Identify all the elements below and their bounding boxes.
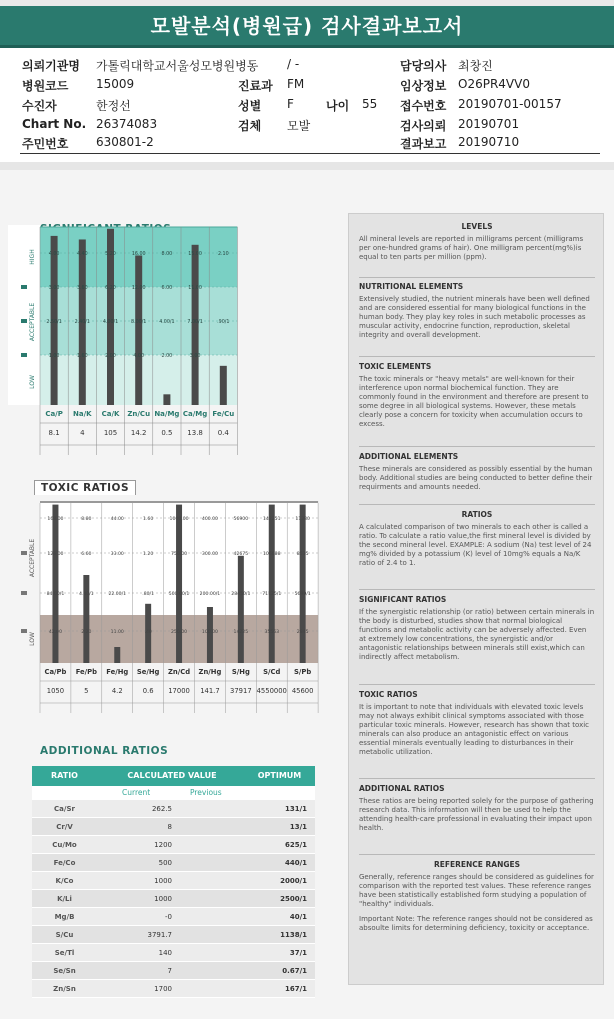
header-label: 접수번호 — [400, 99, 447, 113]
ratio-value: 5 — [84, 687, 89, 695]
table-cell-current: 1000 — [154, 895, 172, 903]
ratio-value: 45600 — [291, 687, 314, 695]
tick-label: 168.00 — [47, 517, 64, 522]
tick-label: 1.20 — [143, 552, 154, 557]
table-row — [32, 800, 315, 818]
tick-label: 142251 — [262, 517, 281, 522]
zone-label: ACCEPTABLE — [29, 302, 36, 342]
range-marker — [21, 319, 27, 323]
tick-label: 126.00 — [47, 552, 64, 557]
tick-label: 4.00 — [133, 354, 145, 359]
column-label: Ca/Pb — [44, 668, 67, 676]
notes-panel — [348, 213, 604, 985]
tick-label: 44.00 — [110, 517, 124, 522]
tick-label: .80/1 — [142, 592, 155, 597]
tick-label: 4.00/1 — [102, 320, 119, 325]
header-label: 주민번호 — [22, 137, 69, 151]
header-label: 진료과 — [238, 79, 273, 93]
table-cell-ratio: Ca/Sr — [54, 805, 75, 813]
tick-label: 2845 — [296, 630, 309, 635]
tick-label: 15.00 — [188, 252, 202, 257]
table-header — [32, 766, 315, 786]
significant-notes-text: If the synergistic relationship (or ratio) between certain minerals in the body is disturbed, studies show that normal biological functions and metabolic activity can be adversely affected. Even at extremely low concentrations, the synergistic and/or antagonistic relationships between minerals still exist,which can indirectly affect metabolism. — [359, 608, 595, 661]
table-cell-ratio: Mg/B — [54, 913, 75, 921]
additional-elements-text: These minerals are considered as possibly essential by the human body. Additional studies are being conducted to better define their requirments and amounts needed. — [359, 465, 593, 491]
header-label: 나이 — [326, 99, 350, 113]
divider — [359, 589, 595, 590]
toxic-ratios-title: TOXIC RATIOS — [34, 480, 136, 495]
ratio-bar — [300, 505, 306, 663]
tick-label: 1.00 — [48, 354, 60, 359]
table-cell-ratio: Zn/Sn — [53, 985, 76, 993]
header-label: 결과보고 — [400, 137, 447, 151]
report-title-bar — [0, 0, 614, 48]
header-label: 성별 — [238, 99, 262, 113]
table-cell-optimum: 440/1 — [284, 859, 307, 867]
tick-label: 400.00 — [201, 517, 218, 522]
tick-label: 28450/1 — [231, 592, 251, 597]
report-body — [0, 170, 614, 1019]
range-marker — [21, 353, 27, 357]
table-row — [32, 890, 315, 908]
tick-label: 42675 — [233, 552, 249, 557]
tick-label: 5690/1 — [294, 592, 311, 597]
ratio-value: 4550000 — [256, 687, 287, 695]
tick-label: 200.00/1 — [199, 592, 221, 597]
column-subheader: Previous — [190, 788, 222, 797]
table-row — [32, 962, 315, 980]
header-value: 26374083 — [96, 117, 158, 131]
table-cell-current: 8 — [167, 823, 172, 831]
tick-label: 11380 — [295, 517, 310, 522]
reference-note: Important Note: The reference ranges should not be considered as absoulte limits for determining deficiency, toxicity or acceptance. — [359, 915, 593, 932]
ratio-value: 14.2 — [130, 429, 147, 437]
tick-label: 8.00 — [161, 252, 173, 257]
ratio-bar — [176, 505, 182, 663]
divider — [359, 504, 595, 505]
tick-label: 106688 — [262, 552, 281, 557]
tick-label: .90/1 — [217, 320, 230, 325]
ratio-value: 1050 — [46, 687, 65, 695]
toxic-notes-text: It is important to note that individuals with elevated toxic levels may not always exhibit clinical symptoms associated with those particular toxic minerals. However, research has shown that toxic minerals can also produce an antagonistic effect on various essential minerals eventually leading to disturbances in their metabolic utilization. — [359, 703, 590, 756]
table-row — [32, 944, 315, 962]
column-label: Ca/P — [45, 410, 63, 418]
toxic-elements-text: The toxic minerals or "heavy metals" are well-known for their interference upon normal biochemical function. They are commonly found in the environment and therefore are present to some degree in all biological systems. However, these metals clearly pose a concern for toxicity when accumulation occurs to excess. — [359, 375, 589, 428]
range-marker — [21, 285, 27, 289]
header-value: FM — [287, 77, 305, 91]
additional-notes-block — [359, 784, 595, 833]
header-value: 가톨릭대학교서울성모병원병동 — [96, 59, 259, 73]
tick-label: 8.80 — [81, 517, 92, 522]
column-label: Ca/Mg — [182, 410, 208, 418]
tick-label: 6.00 — [161, 286, 173, 291]
tick-label: 14225 — [233, 630, 249, 635]
ratio-value: 141.7 — [200, 687, 220, 695]
table-cell-current: 3791.7 — [147, 931, 172, 939]
table-cell-optimum: 2000/1 — [280, 877, 307, 885]
range-marker — [21, 591, 27, 595]
tick-label: 300.00 — [201, 552, 218, 557]
header-value: / - — [287, 57, 300, 71]
column-header: CALCULATED VALUE — [127, 771, 217, 780]
table-cell-optimum: 2500/1 — [280, 895, 307, 903]
table-cell-optimum: 13/1 — [289, 823, 307, 831]
table-row — [32, 818, 315, 836]
header-value: 한정선 — [96, 99, 131, 113]
tick-label: 5.20 — [105, 252, 116, 257]
tick-label: 56900 — [233, 517, 249, 522]
header-value: 20190701-00157 — [458, 97, 562, 111]
tick-label: 7.00/1 — [187, 320, 203, 325]
header-label: 의뢰기관명 — [22, 59, 80, 73]
header-label: 임상정보 — [400, 79, 447, 93]
ratio-bar — [52, 505, 58, 663]
table-cell-current: 7 — [167, 967, 172, 975]
nutritional-text: Extensively studied, the nutrient minerals have been well defined and are considered essential for many biological functions in the human body. They play key roles in such metabolic processes as muscular activity, endocrine function, reproduction, skeletal integrity and overall development. — [359, 295, 590, 339]
ratio-value: 37917 — [230, 687, 252, 695]
tick-label: 4.00/1 — [159, 320, 175, 325]
significant-ratios-chart — [8, 217, 338, 473]
ratio-value: 105 — [103, 429, 118, 437]
column-label: Fe/Cu — [212, 410, 235, 418]
toxic-notes-heading: TOXIC RATIOS — [359, 690, 418, 699]
nutritional-block — [359, 282, 595, 340]
range-marker — [21, 551, 27, 555]
header-label: 병원코드 — [22, 79, 69, 93]
tick-label: 1.60 — [76, 354, 88, 359]
table-cell-optimum: 37/1 — [289, 949, 307, 957]
ratio-bar — [163, 394, 170, 405]
ratios-block — [359, 510, 595, 568]
levels-heading: LEVELS — [461, 222, 493, 231]
header-value: 최창진 — [458, 59, 493, 73]
header-value: 15009 — [96, 77, 135, 91]
significant-notes-block — [359, 595, 595, 662]
divider — [359, 277, 595, 278]
significant-notes-heading: SIGNIFICANT RATIOS — [359, 595, 447, 604]
ratio-value: 0.4 — [217, 429, 229, 437]
ratio-value: 4.2 — [111, 687, 123, 695]
tick-label: 8535 — [296, 552, 309, 557]
table-cell-ratio: K/Li — [57, 895, 72, 903]
tick-label: 42.00 — [48, 630, 63, 635]
tick-label: 6.20 — [105, 286, 116, 291]
zone-label: ACCEPTABLE — [29, 538, 36, 578]
header-value: 20190701 — [458, 117, 520, 131]
ratio-value: 17000 — [168, 687, 190, 695]
ratio-bar — [238, 556, 244, 663]
table-cell-ratio: K/Co — [55, 877, 74, 885]
additional-notes-text: These ratios are being reported solely for the purpose of gathering research data. This information will then be used to help the attending health-care professional in evaluating their impact upon health. — [359, 797, 594, 832]
tick-label: 22.00/1 — [108, 592, 127, 597]
tick-label: 2.10 — [217, 252, 229, 257]
tick-label: 6.60 — [81, 552, 92, 557]
tick-label: 71125/1 — [262, 592, 282, 597]
header-value: O26PR4VV0 — [458, 77, 530, 91]
column-label: S/Pb — [294, 668, 312, 676]
column-subheader: Current — [122, 788, 151, 797]
toxic-elements-block — [359, 362, 595, 429]
ratio-value: 4 — [80, 429, 85, 437]
reference-block — [359, 860, 595, 933]
ratio-value: 8.1 — [48, 429, 60, 437]
tick-label: 2.20 — [81, 630, 92, 635]
additional-elements-heading: ADDITIONAL ELEMENTS — [359, 452, 459, 461]
table-cell-current: 262.5 — [151, 805, 172, 813]
header-value: 20190710 — [458, 135, 520, 149]
table-cell-current: 140 — [158, 949, 172, 957]
tick-label: 2.40/1 — [74, 320, 90, 325]
tick-label: 12.00 — [131, 286, 146, 291]
column-label: Ca/K — [101, 410, 120, 418]
zone-label: LOW — [29, 375, 36, 389]
ratio-bar — [269, 505, 275, 663]
header-label: 검사의뢰 — [400, 119, 447, 133]
table-cell-current: 1200 — [154, 841, 172, 849]
reference-heading: REFERENCE RANGES — [433, 860, 521, 869]
report-title: 모발분석(병원급) 검사결과보고서 — [150, 14, 464, 38]
table-cell-current: 500 — [158, 859, 172, 867]
tick-label: 750.00 — [171, 552, 188, 557]
table-cell-ratio: Cu/Mo — [52, 841, 77, 849]
tick-label: 4.40 — [76, 252, 88, 257]
column-header: OPTIMUM — [257, 771, 302, 780]
tick-label: 33.00 — [110, 552, 124, 557]
header-value: 630801-2 — [96, 135, 154, 149]
tick-label: 500.00/1 — [168, 592, 190, 597]
table-cell-optimum: 0.67/1 — [282, 967, 307, 975]
range-marker — [21, 629, 27, 633]
section-separator — [0, 162, 614, 170]
table-cell-ratio: Fe/Co — [53, 859, 76, 867]
header-value: 55 — [362, 97, 378, 111]
divider — [359, 778, 595, 779]
divider — [359, 684, 595, 685]
divider — [359, 446, 595, 447]
tick-label: 1.60 — [143, 517, 154, 522]
tick-label: 2.50/1 — [46, 320, 62, 325]
table-row — [32, 854, 315, 872]
tick-label: 11.00 — [110, 630, 124, 635]
header-label: Chart No. — [22, 117, 87, 131]
ratios-heading: RATIOS — [461, 510, 493, 519]
additional-elements-block — [359, 452, 595, 492]
tick-label: .40 — [144, 630, 152, 635]
table-cell-optimum: 131/1 — [284, 805, 307, 813]
table-row — [32, 926, 315, 944]
table-cell-ratio: Se/Tl — [54, 949, 75, 957]
ratios-text: A calculated comparison of two minerals to each other is called a ratio. To calculate a ratio value,the first mineral level is divided by the second mineral level. EXAMPLE: A sodium (Na) test level of 24 mg% divided by a potassium (K) level of 10mg% equals a Na/K ratio of 2.4 to 1. — [359, 523, 592, 567]
table-cell-optimum: 625/1 — [284, 841, 307, 849]
table-cell-current: 1700 — [154, 985, 172, 993]
tick-label: 250.00 — [171, 630, 188, 635]
tick-label: 11.00 — [188, 286, 202, 291]
header-label: 담당의사 — [400, 59, 447, 73]
tick-label: 100.00 — [201, 630, 218, 635]
table-cell-current: 1000 — [154, 877, 172, 885]
tick-label: 4.40/1 — [78, 592, 94, 597]
divider — [359, 356, 595, 357]
column-label: Na/K — [73, 410, 92, 418]
table-row — [32, 836, 315, 854]
tick-label: 3.00 — [48, 286, 60, 291]
ratio-value: 0.5 — [161, 429, 173, 437]
top-rule — [40, 501, 318, 503]
additional-notes-heading: ADDITIONAL RATIOS — [359, 784, 445, 793]
header-divider — [20, 153, 600, 154]
header-value: F — [287, 97, 294, 111]
additional-ratios-title: ADDITIONAL RATIOS — [40, 745, 169, 757]
table-cell-ratio: Cr/V — [56, 823, 73, 831]
ratio-value: 0.6 — [142, 687, 154, 695]
ratio-bar — [207, 607, 213, 663]
tick-label: 2.00 — [161, 354, 173, 359]
column-label: Zn/Cu — [127, 410, 151, 418]
table-row — [32, 908, 315, 926]
tick-label: 3.00 — [189, 354, 201, 359]
table-cell-ratio: S/Cu — [55, 931, 74, 939]
reference-text: Generally, reference ranges should be considered as guidelines for comparison with the reported test values. These reference ranges have been statistically established form studying a population of "healthy" individuals. — [359, 873, 594, 908]
column-label: Fe/Hg — [106, 668, 129, 676]
toxic-elements-heading: TOXIC ELEMENTS — [359, 362, 432, 371]
column-label: S/Cd — [263, 668, 281, 676]
zone-label: LOW — [29, 632, 36, 646]
header-label: 검체 — [238, 119, 262, 133]
ratio-bar — [114, 647, 120, 663]
tick-label: 35563 — [264, 630, 280, 635]
levels-text: All mineral levels are reported in milligrams percent (milligrams per one-hundred grams of hair). One milligram percent(mg%)is equal to ten parts per million (ppm). — [359, 235, 584, 261]
ratio-bar — [220, 366, 227, 405]
column-label: Zn/Cd — [167, 668, 191, 676]
column-label: Zn/Hg — [198, 668, 222, 676]
toxic-notes-block — [359, 690, 595, 757]
patient-header — [0, 52, 614, 157]
toxic-ratios-chart — [8, 493, 338, 743]
table-cell-optimum: 40/1 — [289, 913, 307, 921]
column-header: RATIO — [51, 771, 78, 780]
divider — [359, 854, 595, 855]
tick-label: 4.00 — [48, 252, 60, 257]
tick-label: 1000.00 — [169, 517, 189, 522]
additional-rows — [32, 800, 315, 998]
tick-label: 2.00 — [105, 354, 116, 359]
table-subheader — [32, 786, 315, 800]
ratio-value: 13.8 — [187, 429, 203, 437]
column-label: Se/Hg — [136, 668, 160, 676]
table-cell-ratio: Se/Sn — [53, 967, 76, 975]
tick-label: 8.00/1 — [131, 320, 147, 325]
table-cell-optimum: 1138/1 — [280, 931, 307, 939]
zone-label: HIGH — [29, 249, 36, 265]
table-cell-optimum: 167/1 — [284, 985, 307, 993]
levels-block — [359, 222, 595, 262]
table-cell-current: -0 — [165, 913, 172, 921]
tick-label: 3.60 — [76, 286, 88, 291]
tick-label: 84.00/1 — [46, 592, 65, 597]
table-row — [32, 980, 315, 998]
tick-label: 16.00 — [131, 252, 146, 257]
additional-ratios-table — [32, 766, 315, 998]
column-label: Na/Mg — [154, 410, 180, 418]
header-label: 수진자 — [22, 99, 57, 113]
header-value: 모발 — [287, 119, 311, 133]
column-label: S/Hg — [231, 668, 250, 676]
column-label: Fe/Pb — [75, 668, 98, 676]
nutritional-heading: NUTRITIONAL ELEMENTS — [359, 282, 464, 291]
table-row — [32, 872, 315, 890]
